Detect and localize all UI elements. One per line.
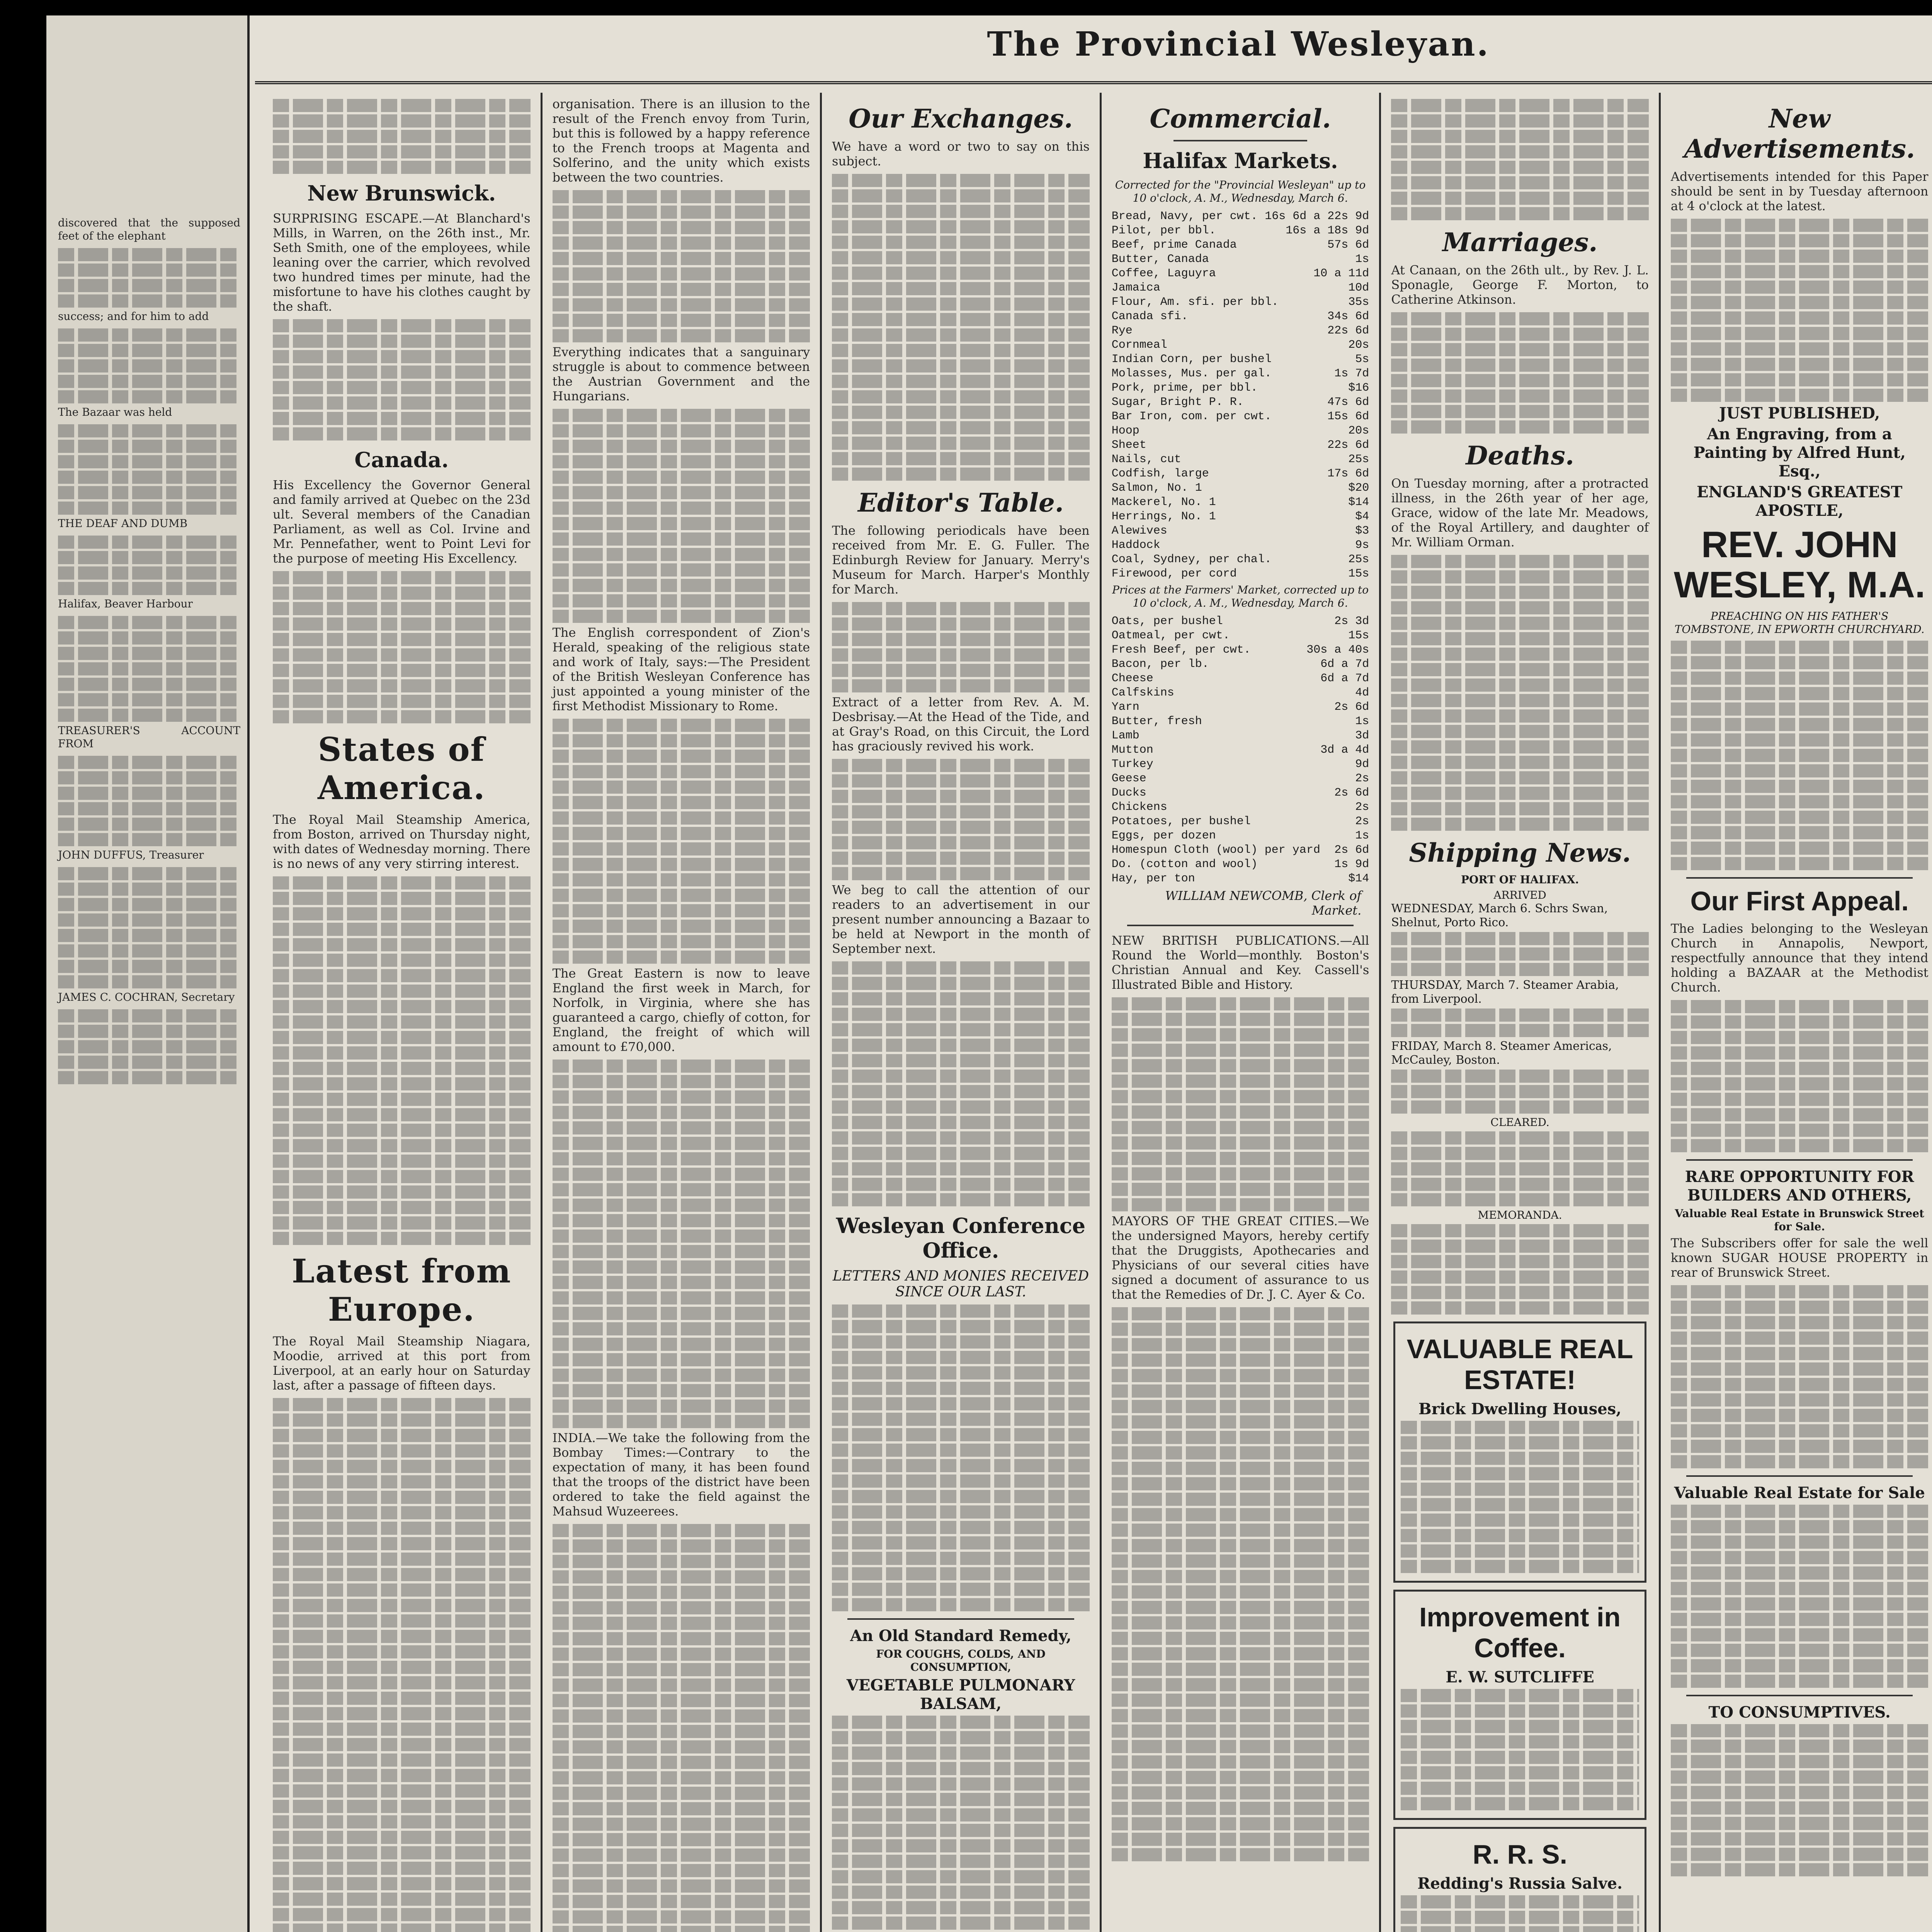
ad-heading: An Old Standard Remedy, — [850, 1627, 1071, 1645]
market-item: Butter, fresh — [1111, 715, 1202, 728]
column-1 — [263, 93, 543, 1932]
market-item: Yarn — [1111, 701, 1139, 714]
market-item: Mutton — [1111, 743, 1153, 757]
market-item: Turkey — [1111, 758, 1153, 771]
market-price: 2s — [1355, 801, 1369, 814]
market-row — [1112, 700, 1369, 714]
article-text: Advertisements intended for this Paper should be sent in by Tuesday afternoon at 4 o'clock at the latest. — [1670, 169, 1929, 213]
article-text: On Tuesday morning, after a protracted illness, in the 26th year of her age, Grace, widow of the late Mr. Meadows, of the Royal Artillery, and daughter of Mr. William Orman. — [1391, 476, 1649, 549]
market-row — [1112, 410, 1369, 424]
market-item: Beef, prime Canada — [1111, 238, 1237, 252]
market-item: Cheese — [1111, 672, 1153, 685]
market-item: Mackerel, No. 1 — [1111, 496, 1216, 509]
article-text: His Excellency the Governor General and family arrived at Quebec on the 23d ult. Several members of the Canadian Parliament, as well as Col. Irvine and Mr. Pennefather, went to Point Levi for the purpose of meeting His Excellency. — [273, 478, 531, 566]
column-4 — [1102, 93, 1381, 1932]
market-price: 1s — [1355, 715, 1369, 728]
article-text: The Royal Mail Steamship Niagara, Moodie, arrived at this port from Liverpool, at an early hour on Saturday last, after a passage of fifteen days. — [273, 1334, 531, 1393]
section-heading: Marriages. — [1442, 227, 1598, 257]
column-6 — [1661, 93, 1932, 1932]
market-item: Alewives — [1111, 524, 1167, 537]
market-row — [1112, 614, 1369, 629]
market-price: 2s 6d — [1334, 844, 1369, 857]
shipping-entry: WEDNESDAY, March 6. Schrs Swan, Shelnut, Porto Rico. — [1391, 902, 1608, 929]
market-row — [1112, 367, 1369, 381]
market-row — [1112, 843, 1369, 857]
market-price: 35s — [1348, 296, 1369, 309]
market-row — [1112, 772, 1369, 786]
market-price: 2s — [1355, 772, 1369, 785]
ad-heading: R. R. S. — [1473, 1839, 1568, 1869]
market-price: 15s — [1348, 567, 1369, 580]
market-price: $20 — [1348, 481, 1369, 495]
article-text: The Great Eastern is now to leave England the first week in March, for Norfolk, in Virginia, where she has guaranteed a cargo, chiefly of cotton, for England, the freight of which will amount to £70,000. — [552, 966, 810, 1054]
market-price: 22s 6d — [1327, 439, 1369, 452]
market-row — [1112, 743, 1369, 757]
ad-subheading: E. W. SUTCLIFFE — [1446, 1668, 1594, 1686]
ad-line: An Engraving, from a Painting by Alfred Hunt, Esq., — [1693, 425, 1906, 480]
ad-real-estate — [1393, 1321, 1646, 1583]
market-item: Potatoes, per bushel — [1111, 815, 1251, 828]
market-item: Chickens — [1111, 801, 1167, 814]
port-title: PORT OF HALIFAX. — [1461, 873, 1579, 886]
market-row — [1112, 538, 1369, 553]
market-row — [1112, 657, 1369, 672]
adjacent-page-margin — [46, 15, 250, 1932]
market-row — [1112, 209, 1369, 224]
market-price: 5s — [1355, 353, 1369, 366]
market-item: Nails, cut — [1111, 453, 1181, 466]
article-text: Extract of a letter from Rev. A. M. Desbrisay.—At the Head of the Tide, and at Gray's Road, on this Circuit, the Lord has graciously revived his work. — [832, 695, 1090, 753]
margin-text: JAMES C. COCHRAN, Secretary — [58, 991, 235, 1003]
ad-heading: Valuable Real Estate for Sale — [1674, 1484, 1925, 1502]
market-row — [1112, 857, 1369, 872]
ad-heading: VALUABLE REAL ESTATE! — [1406, 1334, 1633, 1395]
margin-text: THE DEAF AND DUMB — [58, 517, 188, 530]
article-text: INDIA.—We take the following from the Bombay Times:—Contrary to the expectation of many, it has been found that the troops of the district have been ordered to take the field against the Mahsud Wuzeerees. — [552, 1430, 810, 1519]
market-row — [1112, 686, 1369, 700]
market-price: 17s 6d — [1327, 467, 1369, 480]
article-text: The following periodicals have been received from Mr. E. G. Fuller. The Edinburgh Review for January. Merry's Museum for March. Harper's Monthly for March. — [832, 523, 1090, 597]
ad-subheading: VEGETABLE PULMONARY BALSAM, — [846, 1676, 1075, 1713]
market-price: 2s — [1355, 815, 1369, 828]
market-item: Indian Corn, per bushel — [1111, 353, 1272, 366]
section-heading: Deaths. — [1466, 440, 1574, 471]
market-row — [1112, 729, 1369, 743]
market-item: Lamb — [1111, 729, 1139, 742]
ad-heading: TO CONSUMPTIVES. — [1708, 1703, 1891, 1721]
cleared-label: CLEARED. — [1490, 1116, 1549, 1129]
ad-heading: RARE OPPORTUNITY FOR BUILDERS AND OTHERS, — [1685, 1168, 1914, 1204]
market-item: Butter, Canada — [1111, 253, 1209, 266]
market-item: Salmon, No. 1 — [1111, 481, 1202, 495]
article-text: The English correspondent of Zion's Herald, speaking of the religious state and work of Italy, says:—The President of the British Wesleyan Conference has just appointed a young minister of the first Methodist Missionary to Rome. — [552, 625, 810, 713]
market-item: Pork, prime, per bbl. — [1111, 381, 1258, 395]
market-price: 34s 6d — [1327, 310, 1369, 323]
market-item: Bacon, per lb. — [1111, 658, 1209, 671]
columns — [263, 93, 1932, 1932]
market-note: Prices at the Farmers' Market, corrected up to 10 o'clock, A. M., Wednesday, March 6. — [1112, 583, 1369, 609]
market-item: Bread, Navy, per cwt. — [1111, 210, 1258, 223]
column-3 — [822, 93, 1102, 1932]
article-text: SURPRISING ESCAPE.—At Blanchard's Mills, in Warren, on the 26th inst., Mr. Seth Smith, one of the employees, while leaning over the carrier, which revolved two hundred times per minute, had the misfortune to have his clothes caught by the shaft. — [273, 211, 531, 314]
article-text: The Royal Mail Steamship America, from Boston, arrived on Thursday night, with dates of Wednesday morning. There is no news of any very stirring interest. — [273, 812, 531, 871]
section-heading: Latest from Europe. — [292, 1252, 512, 1328]
market-price: 9s — [1355, 539, 1369, 552]
market-price: 2s 6d — [1334, 701, 1369, 714]
market-row — [1112, 295, 1369, 310]
arrived-label: ARRIVED — [1493, 889, 1546, 901]
ad-subheading: Redding's Russia Salve. — [1417, 1874, 1622, 1893]
column-2 — [543, 93, 822, 1932]
ad-title-wesley: REV. JOHN WESLEY, M.A. — [1673, 524, 1925, 605]
section-heading: Editor's Table. — [857, 488, 1064, 518]
section-heading: New Advertisements. — [1684, 104, 1915, 164]
market-row — [1112, 553, 1369, 567]
margin-text: Halifax, Beaver Harbour — [58, 597, 193, 610]
market-price: $14 — [1348, 872, 1369, 885]
market-item: Haddock — [1111, 539, 1160, 552]
market-price: 6d a 7d — [1320, 658, 1369, 671]
clerk-signature: WILLIAM NEWCOMB, Clerk of Market. — [1165, 888, 1362, 918]
margin-text: success; and for him to add — [58, 310, 209, 323]
market-item: Jamaica — [1111, 281, 1160, 294]
ad-coffee — [1393, 1590, 1646, 1820]
market-row — [1112, 815, 1369, 829]
market-row — [1112, 510, 1369, 524]
market-item: Sheet — [1111, 439, 1146, 452]
section-heading: Our Exchanges. — [849, 104, 1073, 134]
farmers-market-table — [1112, 614, 1369, 886]
section-heading: Commercial. — [1150, 104, 1331, 134]
ad-line: PREACHING ON HIS FATHER'S TOMBSTONE, IN EPWORTH CHURCHYARD. — [1674, 610, 1925, 636]
market-item: Homespun Cloth (wool) per yard — [1111, 844, 1320, 857]
article-text: organisation. There is an illusion to the result of the French envoy from Turin, but this is followed by a happy reference to the French troops at Magenta and Solferino, and the unity which exists between the two countries. — [552, 97, 810, 185]
market-item: Herrings, No. 1 — [1111, 510, 1216, 523]
column-5 — [1381, 93, 1661, 1932]
market-row — [1112, 829, 1369, 843]
market-item: Hay, per ton — [1111, 872, 1195, 885]
section-heading: Shipping News. — [1409, 838, 1631, 868]
market-price: 4d — [1355, 686, 1369, 699]
market-row — [1112, 872, 1369, 886]
market-price: 3d a 4d — [1320, 743, 1369, 757]
market-item: Cornmeal — [1111, 338, 1167, 352]
ad-salve — [1393, 1827, 1646, 1932]
ad-heading: JUST PUBLISHED, — [1719, 404, 1880, 422]
market-row — [1112, 395, 1369, 410]
margin-text: TREASURER'S ACCOUNT FROM — [58, 724, 240, 750]
market-item: Coffee, Laguyra — [1111, 267, 1216, 280]
market-price: 1s 9d — [1334, 858, 1369, 871]
margin-text: The Bazaar was held — [58, 406, 172, 418]
market-row — [1112, 352, 1369, 367]
market-price: 25s — [1348, 553, 1369, 566]
market-price: 22s 6d — [1327, 324, 1369, 337]
article-text: NEW BRITISH PUBLICATIONS.—All Round the World—monthly. Boston's Christian Annual and Key. Cassell's Illustrated Bible and History. — [1111, 933, 1369, 992]
market-row — [1112, 714, 1369, 729]
article-text: We beg to call the attention of our readers to an advertisement in our present number announcing a Bazaar to be held at Newport in the month of September next. — [832, 883, 1090, 956]
market-row — [1112, 324, 1369, 338]
market-row — [1112, 452, 1369, 467]
market-row — [1112, 281, 1369, 295]
ad-subheading: Brick Dwelling Houses, — [1418, 1400, 1622, 1418]
market-row — [1112, 338, 1369, 352]
market-row — [1112, 481, 1369, 495]
market-row — [1112, 567, 1369, 581]
market-price: 20s — [1348, 424, 1369, 437]
market-price: $3 — [1355, 524, 1369, 537]
article-text: The Subscribers offer for sale the well known SUGAR HOUSE PROPERTY in rear of Brunswick Street. — [1670, 1236, 1929, 1280]
market-row — [1112, 381, 1369, 395]
market-item: Sugar, Bright P. R. — [1111, 396, 1244, 409]
market-row — [1112, 524, 1369, 538]
market-price: 10 a 11d — [1313, 267, 1369, 280]
ad-heading: Our First Appeal. — [1690, 886, 1909, 916]
market-row — [1112, 267, 1369, 281]
market-price: 2s 3d — [1334, 615, 1369, 628]
margin-text: JOHN DUFFUS, Treasurer — [58, 849, 204, 861]
article-text: We have a word or two to say on this subject. — [832, 139, 1090, 168]
market-item: Molasses, Mus. per gal. — [1111, 367, 1272, 380]
article-text: Everything indicates that a sanguinary struggle is about to commence between the Austrian Government and the Hungarians. — [552, 345, 810, 403]
section-heading: States of America. — [318, 730, 486, 807]
market-price: 3d — [1355, 729, 1369, 742]
market-row — [1112, 424, 1369, 438]
section-heading: Halifax Markets. — [1143, 148, 1338, 173]
market-price: 25s — [1348, 453, 1369, 466]
market-price: 2s 6d — [1334, 786, 1369, 799]
market-item: Eggs, per dozen — [1111, 829, 1216, 842]
ad-heading: Improvement in Coffee. — [1419, 1602, 1621, 1663]
market-item: Geese — [1111, 772, 1146, 785]
market-price: 30s a 40s — [1306, 643, 1369, 656]
market-item: Flour, Am. sfi. per bbl. — [1111, 296, 1279, 309]
market-item: Canada sfi. — [1111, 310, 1188, 323]
market-note: Corrected for the "Provincial Wesleyan" up to 10 o'clock, A. M., Wednesday, March 6. — [1115, 179, 1366, 204]
shipping-entry: FRIDAY, March 8. Steamer Americas, McCauley, Boston. — [1391, 1039, 1612, 1067]
market-price: 20s — [1348, 338, 1369, 352]
market-item: Rye — [1111, 324, 1133, 337]
market-price: $14 — [1348, 496, 1369, 509]
shipping-entry: THURSDAY, March 7. Steamer Arabia, from Liverpool. — [1391, 978, 1619, 1006]
market-item: Hoop — [1111, 424, 1139, 437]
market-price: 15s — [1348, 629, 1369, 642]
memoranda-label: MEMORANDA. — [1478, 1209, 1562, 1221]
market-price: 1s 7d — [1334, 367, 1369, 380]
section-heading: Canada. — [354, 447, 449, 472]
market-price: 9d — [1355, 758, 1369, 771]
ad-line: FOR COUGHS, COLDS, AND CONSUMPTION, — [876, 1648, 1046, 1673]
margin-text: discovered that the supposed feet of the elephant — [58, 216, 240, 242]
market-item: Pilot, per bbl. — [1111, 224, 1216, 237]
ad-subheading: Valuable Real Estate in Brunswick Street for Sale. — [1675, 1207, 1924, 1233]
market-row — [1112, 224, 1369, 238]
market-row — [1112, 238, 1369, 252]
market-item: Firewood, per cord — [1111, 567, 1237, 580]
masthead — [255, 15, 1932, 84]
ad-line: ENGLAND'S GREATEST APOSTLE, — [1697, 483, 1903, 520]
article-text: The Ladies belonging to the Wesleyan Church in Annapolis, Newport, respectfully announce that they intend holding a BAZAAR at the Methodist Church. — [1670, 921, 1929, 995]
market-price: 16s 6d a 22s 9d — [1265, 210, 1369, 223]
market-row — [1112, 438, 1369, 452]
market-row — [1112, 629, 1369, 643]
market-row — [1112, 786, 1369, 800]
market-price: 16s a 18s 9d — [1286, 224, 1369, 237]
market-item: Coal, Sydney, per chal. — [1111, 553, 1272, 566]
section-subheading: LETTERS AND MONIES RECEIVED SINCE OUR LAST. — [832, 1268, 1089, 1300]
newspaper-page — [46, 15, 1932, 1932]
market-item: Do. (cotton and wool) — [1111, 858, 1258, 871]
market-item: Oats, per bushel — [1111, 615, 1223, 628]
market-item: Codfish, large — [1111, 467, 1209, 480]
article-text: At Canaan, on the 26th ult., by Rev. J. L. Sponagle, George F. Morton, to Catherine Atkinson. — [1391, 263, 1649, 307]
market-item: Oatmeal, per cwt. — [1111, 629, 1230, 642]
market-price: 47s 6d — [1327, 396, 1369, 409]
market-item: Ducks — [1111, 786, 1146, 799]
market-row — [1112, 757, 1369, 772]
market-price: 1s — [1355, 253, 1369, 266]
market-item: Fresh Beef, per cwt. — [1111, 643, 1251, 656]
market-row — [1112, 672, 1369, 686]
market-price: $16 — [1348, 381, 1369, 395]
newspaper-title: The Provincial Wesleyan. — [987, 25, 1490, 64]
market-price: 10d — [1348, 281, 1369, 294]
section-heading: New Brunswick. — [307, 181, 496, 206]
market-price: 57s 6d — [1327, 238, 1369, 252]
article-text: MAYORS OF THE GREAT CITIES.—We the undersigned Mayors, hereby certify that the Druggists, Apothecaries and Physicians of our several cities have signed a document of assurance to us that the Remedies of Dr. J. C. Ayer & Co. — [1111, 1214, 1369, 1302]
market-row — [1112, 643, 1369, 657]
market-table — [1112, 209, 1369, 581]
market-row — [1112, 495, 1369, 510]
market-price: 15s 6d — [1327, 410, 1369, 423]
market-row — [1112, 252, 1369, 267]
market-price: $4 — [1355, 510, 1369, 523]
market-price: 6d a 7d — [1320, 672, 1369, 685]
market-row — [1112, 800, 1369, 815]
market-price: 1s — [1355, 829, 1369, 842]
market-item: Bar Iron, com. per cwt. — [1111, 410, 1272, 423]
market-item: Calfskins — [1111, 686, 1174, 699]
market-row — [1112, 310, 1369, 324]
section-heading: Wesleyan Conference Office. — [836, 1213, 1086, 1263]
market-row — [1112, 467, 1369, 481]
